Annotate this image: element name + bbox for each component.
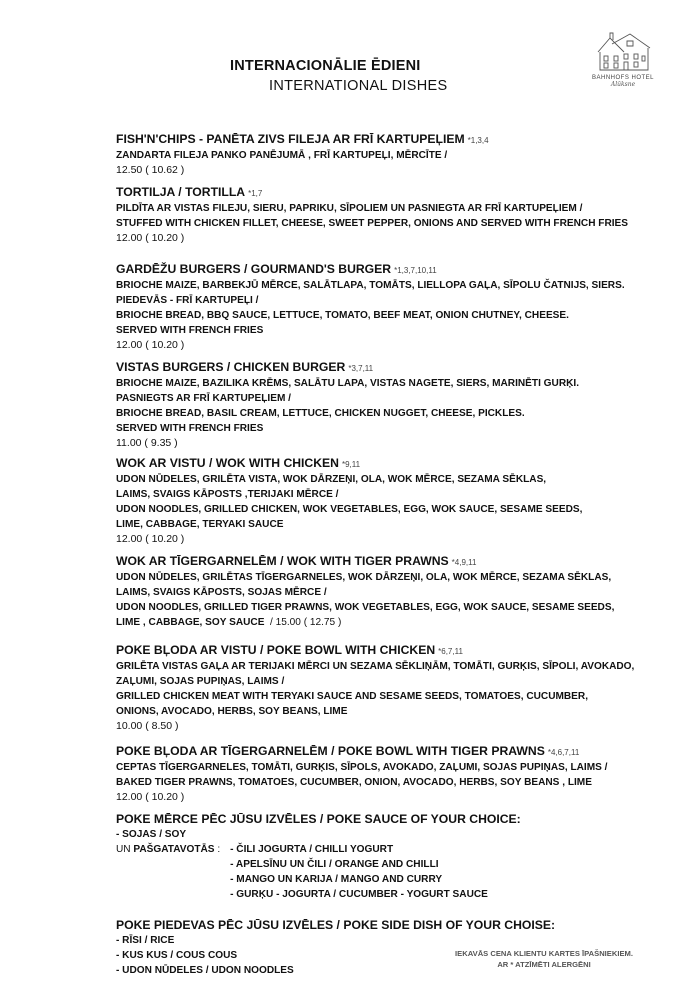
side-option: - UDON NŪDELES / UDON NOODLES xyxy=(116,965,294,976)
dish-description: ZAĻUMI, SOJAS PUPIŅAS, LAIMS / xyxy=(116,676,285,687)
dish-name: WOK AR VISTU / WOK WITH CHICKEN xyxy=(116,456,339,470)
dish-description: PILDĪTA AR VISTAS FILEJU, SIERU, PAPRIKU, SĪPOLIEM UN PASNIEGTA AR FRĪ KARTUPEĻIEM / xyxy=(116,203,583,214)
dish-poke-tiger-prawns xyxy=(116,744,607,805)
side-option: - KUS KUS / COUS COUS xyxy=(116,950,238,961)
allergen-codes: *1,7 xyxy=(248,189,263,198)
dish-description: UDON NŪDELES, GRILĒTAS TĪGERGARNELES, WOK DĀRZEŅI, OLA, WOK MĒRCE, SEZAMA SĒKLAS, xyxy=(116,572,612,583)
dish-price: 10.00 ( 8.50 ) xyxy=(116,720,179,732)
sauce-option: - SOJAS / SOY xyxy=(116,829,187,840)
hotel-name: BAHNHOFS HOTEL xyxy=(591,75,654,81)
dish-description: ONIONS, AVOCADO, HERBS, SOY BEANS, LIME xyxy=(116,706,348,717)
allergen-codes: *1,3,4 xyxy=(467,136,489,145)
sauce-option: - MANGO UN KARIJA / MANGO AND CURRY xyxy=(230,874,443,885)
dish-price: 12.00 ( 10.20 ) xyxy=(116,339,185,351)
sauce-option: - ČILI JOGURTA / CHILLI YOGURT xyxy=(230,844,394,855)
hotel-script-text: Alūksne xyxy=(610,81,636,88)
dish-description: LAIMS, SVAIGS KĀPOSTS ,TERIJAKI MĒRCE / xyxy=(116,489,339,500)
dish-description: UDON NOODLES, GRILLED TIGER PRAWNS, WOK VEGETABLES, EGG, WOK SAUCE, SESAME SEEDS, xyxy=(116,602,615,613)
dish-description: BRIOCHE BREAD, BBQ SAUCE, LETTUCE, TOMATO, BEEF MEAT, ONION CHUTNEY, CHEESE. xyxy=(116,310,569,321)
page-subtitle: INTERNATIONAL DISHES xyxy=(269,78,448,94)
homemade-sauces-label: UN PAŠGATAVOTĀS : xyxy=(116,844,221,855)
dish-description: ZANDARTA FILEJA PANKO PANĒJUMĀ , FRĪ KARTUPEĻI, MĒRCĪTE / xyxy=(116,150,448,161)
dish-price: 12.00 ( 10.20 ) xyxy=(116,791,185,803)
dish-name: TORTILJA / TORTILLA xyxy=(116,185,246,199)
dish-wok-tiger-prawns xyxy=(116,554,614,630)
homemade-sauce-list xyxy=(230,842,488,902)
hotel-building-icon xyxy=(590,30,656,74)
hotel-logo xyxy=(583,30,663,92)
dish-price: / 15.00 ( 12.75 ) xyxy=(270,617,342,628)
dish-description: SERVED WITH FRENCH FRIES xyxy=(116,423,264,434)
dish-poke-chicken xyxy=(116,643,634,734)
dish-description: PASNIEGTS AR FRĪ KARTUPEĻIEM / xyxy=(116,393,291,404)
page-title: INTERNACIONĀLIE ĒDIENI xyxy=(230,58,421,74)
allergen-codes: *6,7,11 xyxy=(438,647,463,656)
dish-price: 12.00 ( 10.20 ) xyxy=(116,232,185,244)
dish-description: SERVED WITH FRENCH FRIES xyxy=(116,325,264,336)
allergen-codes: *3,7,11 xyxy=(348,364,374,373)
allergen-codes: *4,6,7,11 xyxy=(547,748,580,757)
sauce-option: - GURĶU - JOGURTA / CUCUMBER - YOGURT SAUCE xyxy=(230,889,488,900)
poke-sauce-section xyxy=(116,812,521,902)
dish-chicken-burger xyxy=(116,360,579,451)
dish-description: STUFFED WITH CHICKEN FILLET, CHEESE, SWEET PEPPER, ONIONS AND SERVED WITH FRENCH FRIES xyxy=(116,218,629,229)
allergen-codes: *9,11 xyxy=(341,460,361,469)
dish-description: LIME , CABBAGE, SOY SAUCE xyxy=(116,617,265,628)
footnote-line: IEKAVĀS CENA KLIENTU KARTES ĪPAŠNIEKIEM. xyxy=(455,949,633,958)
dish-price: 12.00 ( 10.20 ) xyxy=(116,533,185,545)
side-option: - RĪSI / RICE xyxy=(116,935,175,946)
dish-description: BRIOCHE MAIZE, BAZILIKA KRĒMS, SALĀTU LAPA, VISTAS NAGETE, SIERS, MARINĒTI GURĶI. xyxy=(116,378,580,389)
dish-name: POKE BĻODA AR VISTU / POKE BOWL WITH CHICKEN xyxy=(116,643,436,657)
dish-description: LIME, CABBAGE, TERYAKI SAUCE xyxy=(116,519,284,530)
dish-gourmand-burger xyxy=(116,262,625,353)
dish-name: FISH'N'CHIPS - PANĒTA ZIVS FILEJA AR FRĪ KARTUPEĻIEM xyxy=(116,132,465,146)
dish-description: CEPTAS TĪGERGARNELES, TOMĀTI, GURĶIS, SĪPOLS, AVOKADO, ZAĻUMI, SOJAS PUPIŅAS, LAIMS / xyxy=(116,762,608,773)
dish-name: POKE BĻODA AR TĪGERGARNELĒM / POKE BOWL WITH TIGER PRAWNS xyxy=(116,744,545,758)
dish-name: WOK AR TĪGERGARNELĒM / WOK WITH TIGER PRAWNS xyxy=(116,554,449,568)
price-footnote xyxy=(444,948,644,970)
dish-price: 12.50 ( 10.62 ) xyxy=(116,164,185,176)
dish-description: BRIOCHE BREAD, BASIL CREAM, LETTUCE, CHICKEN NUGGET, CHEESE, PICKLES. xyxy=(116,408,525,419)
dish-fish-n-chips xyxy=(116,132,489,178)
dish-tortilla xyxy=(116,185,628,246)
dish-description: BRIOCHE MAIZE, BARBEKJŪ MĒRCE, SALĀTLAPA, TOMĀTS, LIELLOPA GAĻA, SĪPOLU ČATNIJS, SIERS. xyxy=(116,280,625,291)
dish-description: GRILĒTA VISTAS GAĻA AR TERIJAKI MĒRCI UN SEZAMA SĒKLIŅĀM, TOMĀTI, GURĶIS, SĪPOLI, AVOKADO, xyxy=(116,661,635,672)
dish-description: GRILLED CHICKEN MEAT WITH TERYAKI SAUCE AND SESAME SEEDS, TOMATOES, CUCUMBER, xyxy=(116,691,589,702)
side-heading: POKE PIEDEVAS PĒC JŪSU IZVĒLES / POKE SIDE DISH OF YOUR CHOISE: xyxy=(116,918,556,932)
dish-wok-chicken xyxy=(116,456,582,547)
sauce-option: - APELSĪNU UN ČILI / ORANGE AND CHILLI xyxy=(230,859,439,870)
dish-description: LAIMS, SVAIGS KĀPOSTS, SOJAS MĒRCE / xyxy=(116,587,327,598)
dish-name: GARDĒŽU BURGERS / GOURMAND'S BURGER xyxy=(116,262,392,276)
dish-price: 11.00 ( 9.35 ) xyxy=(116,437,178,449)
footnote-line: AR * ATZĪMĒTI ALERGĒNI xyxy=(497,960,591,969)
allergen-codes: *1,3,7,10,11 xyxy=(394,266,437,275)
dish-name: VISTAS BURGERS / CHICKEN BURGER xyxy=(116,360,346,374)
sauce-heading: POKE MĒRCE PĒC JŪSU IZVĒLES / POKE SAUCE OF YOUR CHOICE: xyxy=(116,812,521,826)
dish-description: BAKED TIGER PRAWNS, TOMATOES, CUCUMBER, ONION, AVOCADO, HERBS, SOY BEANS , LIME xyxy=(116,777,592,788)
dish-description: UDON NŪDELES, GRILĒTA VISTA, WOK DĀRZEŅI, OLA, WOK MĒRCE, SEZAMA SĒKLAS, xyxy=(116,474,547,485)
dish-description: UDON NOODLES, GRILLED CHICKEN, WOK VEGETABLES, EGG, WOK SAUCE, SESAME SEEDS, xyxy=(116,504,583,515)
dish-description: PIEDEVĀS - FRĪ KARTUPEĻI / xyxy=(116,295,259,306)
allergen-codes: *4,9,11 xyxy=(451,558,477,567)
